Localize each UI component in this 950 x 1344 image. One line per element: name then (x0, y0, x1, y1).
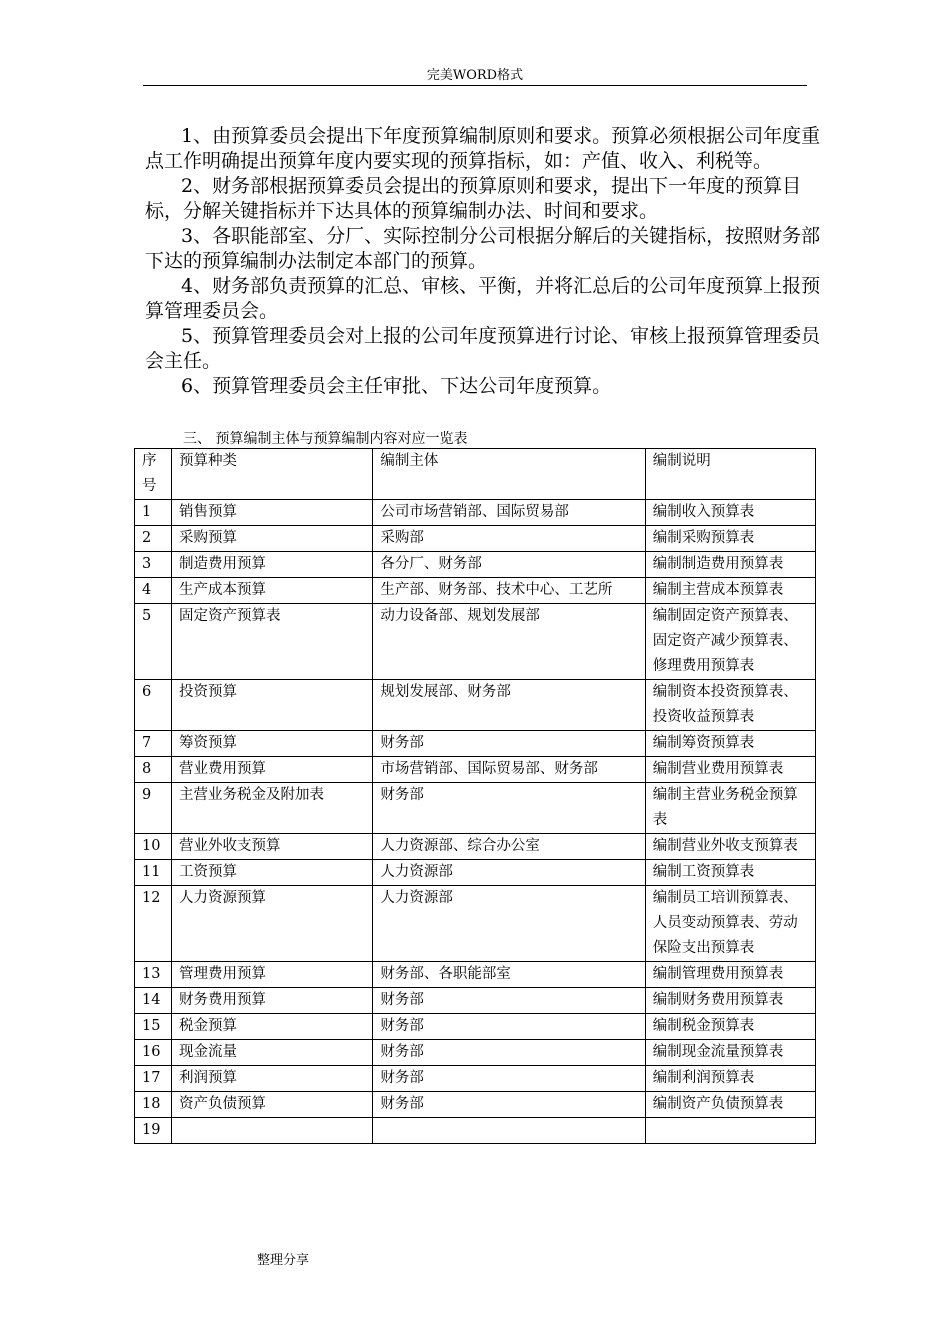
cell-subject: 人力资源部 (373, 886, 645, 962)
cell-type: 管理费用预算 (172, 962, 373, 988)
cell-subject: 公司市场营销部、国际贸易部 (373, 500, 645, 526)
paragraph: 3、各职能部室、分厂、实际控制分公司根据分解后的关键指标，按照财务部下达的预算编制办法制定本部门的预算。 (145, 225, 821, 272)
cell-no: 10 (135, 834, 172, 860)
cell-type: 财务费用预算 (172, 988, 373, 1014)
cell-subject: 市场营销部、国际贸易部、财务部 (373, 757, 645, 783)
cell-no: 6 (135, 680, 172, 731)
cell-note: 编制固定资产预算表、固定资产减少预算表、修理费用预算表 (645, 604, 815, 680)
cell-no: 5 (135, 604, 172, 680)
cell-type: 营业外收支预算 (172, 834, 373, 860)
cell-note: 编制税金预算表 (645, 1014, 815, 1040)
table-row (135, 962, 816, 988)
table-row (135, 1014, 816, 1040)
cell-note: 编制营业费用预算表 (645, 757, 815, 783)
cell-note: 编制资产负债预算表 (645, 1092, 815, 1118)
table-row (135, 783, 816, 834)
table-row (135, 1092, 816, 1118)
header-cell-type: 预算种类 (172, 449, 373, 500)
table-header-row (135, 449, 816, 500)
cell-subject: 人力资源部 (373, 860, 645, 886)
cell-type: 现金流量 (172, 1040, 373, 1066)
table-row (135, 500, 816, 526)
cell-note: 编制现金流量预算表 (645, 1040, 815, 1066)
cell-note: 编制制造费用预算表 (645, 552, 815, 578)
cell-type: 工资预算 (172, 860, 373, 886)
cell-type: 税金预算 (172, 1014, 373, 1040)
cell-subject: 财务部 (373, 1014, 645, 1040)
cell-subject: 财务部 (373, 1040, 645, 1066)
table-caption: 三、 预算编制主体与预算编制内容对应一览表 (183, 431, 468, 447)
cell-no: 15 (135, 1014, 172, 1040)
cell-subject: 各分厂、财务部 (373, 552, 645, 578)
table-row (135, 552, 816, 578)
paragraph: 2、财务部根据预算委员会提出的预算原则和要求，提出下一年度的预算目标，分解关键指标并下达具体的预算编制办法、时间和要求。 (145, 175, 802, 222)
table-row (135, 834, 816, 860)
cell-type: 制造费用预算 (172, 552, 373, 578)
cell-note: 编制采购预算表 (645, 526, 815, 552)
cell-subject: 财务部、各职能部室 (373, 962, 645, 988)
cell-type: 资产负债预算 (172, 1092, 373, 1118)
cell-type (172, 1118, 373, 1144)
cell-type: 投资预算 (172, 680, 373, 731)
cell-note (645, 1118, 815, 1144)
header-cell-note: 编制说明 (645, 449, 815, 500)
cell-type: 固定资产预算表 (172, 604, 373, 680)
cell-subject: 采购部 (373, 526, 645, 552)
cell-subject: 人力资源部、综合办公室 (373, 834, 645, 860)
cell-type: 营业费用预算 (172, 757, 373, 783)
cell-subject: 财务部 (373, 988, 645, 1014)
cell-subject: 生产部、财务部、技术中心、工艺所 (373, 578, 645, 604)
table-row (135, 680, 816, 731)
cell-subject: 财务部 (373, 731, 645, 757)
page-header: 完美WORD格式 (426, 68, 524, 83)
cell-type: 利润预算 (172, 1066, 373, 1092)
document-body (145, 124, 825, 399)
cell-no: 3 (135, 552, 172, 578)
cell-type: 主营业务税金及附加表 (172, 783, 373, 834)
cell-note: 编制员工培训预算表、人员变动预算表、劳动保险支出预算表 (645, 886, 815, 962)
cell-note: 编制资本投资预算表、投资收益预算表 (645, 680, 815, 731)
table-row (135, 757, 816, 783)
cell-note: 编制营业外收支预算表 (645, 834, 815, 860)
header-divider (143, 85, 807, 86)
cell-note: 编制利润预算表 (645, 1066, 815, 1092)
cell-type: 人力资源预算 (172, 886, 373, 962)
paragraph: 1、由预算委员会提出下年度预算编制原则和要求。预算必须根据公司年度重点工作明确提出预算年度内要实现的预算指标，如：产值、收入、利税等。 (145, 125, 821, 172)
cell-note: 编制收入预算表 (645, 500, 815, 526)
cell-note: 编制主营业务税金预算表 (645, 783, 815, 834)
cell-subject: 财务部 (373, 783, 645, 834)
cell-note: 编制工资预算表 (645, 860, 815, 886)
header-cell-subject: 编制主体 (373, 449, 645, 500)
cell-no: 13 (135, 962, 172, 988)
cell-subject: 规划发展部、财务部 (373, 680, 645, 731)
table-row (135, 1118, 816, 1144)
cell-type: 采购预算 (172, 526, 373, 552)
cell-no: 9 (135, 783, 172, 834)
table-row (135, 731, 816, 757)
budget-table (134, 448, 816, 1144)
cell-type: 销售预算 (172, 500, 373, 526)
table-row (135, 604, 816, 680)
paragraph: 4、财务部负责预算的汇总、审核、平衡，并将汇总后的公司年度预算上报预算管理委员会。 (145, 275, 821, 322)
cell-note: 编制筹资预算表 (645, 731, 815, 757)
cell-subject (373, 1118, 645, 1144)
table-row (135, 578, 816, 604)
cell-note: 编制财务费用预算表 (645, 988, 815, 1014)
cell-no: 4 (135, 578, 172, 604)
cell-no: 1 (135, 500, 172, 526)
cell-type: 筹资预算 (172, 731, 373, 757)
table-row (135, 860, 816, 886)
cell-no: 16 (135, 1040, 172, 1066)
cell-no: 7 (135, 731, 172, 757)
cell-no: 18 (135, 1092, 172, 1118)
cell-no: 8 (135, 757, 172, 783)
table-row (135, 988, 816, 1014)
cell-no: 2 (135, 526, 172, 552)
cell-type: 生产成本预算 (172, 578, 373, 604)
cell-no: 11 (135, 860, 172, 886)
cell-subject: 动力设备部、规划发展部 (373, 604, 645, 680)
page-footer: 整理分享 (257, 1253, 310, 1268)
paragraph: 5、预算管理委员会对上报的公司年度预算进行讨论、审核上报预算管理委员会主任。 (145, 325, 821, 372)
table-row (135, 1066, 816, 1092)
cell-note: 编制主营成本预算表 (645, 578, 815, 604)
table-row (135, 1040, 816, 1066)
paragraph: 6、预算管理委员会主任审批、下达公司年度预算。 (181, 375, 612, 397)
cell-note: 编制管理费用预算表 (645, 962, 815, 988)
header-cell-no: 序号 (135, 449, 172, 500)
cell-no: 17 (135, 1066, 172, 1092)
cell-no: 19 (135, 1118, 172, 1144)
table-row (135, 886, 816, 962)
cell-subject: 财务部 (373, 1066, 645, 1092)
table-row (135, 526, 816, 552)
cell-no: 14 (135, 988, 172, 1014)
cell-no: 12 (135, 886, 172, 962)
cell-subject: 财务部 (373, 1092, 645, 1118)
